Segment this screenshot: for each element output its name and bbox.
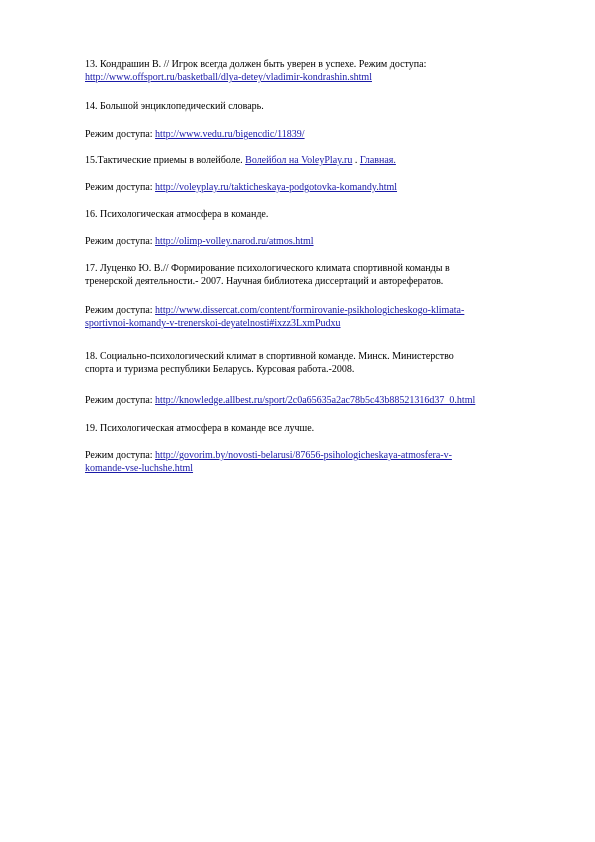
reference-19-access bbox=[85, 449, 555, 475]
access-label: Режим доступа: bbox=[85, 236, 156, 247]
reference-19-link-part-1[interactable]: http://govorim.by/novosti-belarusi/87656-psihologicheskaya-atmosfera-v- bbox=[155, 450, 452, 461]
reference-18-line-2: спорта и туризма республики Беларусь. Курсовая работа.-2008. bbox=[85, 364, 355, 375]
reference-14-access bbox=[85, 128, 555, 141]
reference-17-link-part-2[interactable]: sportivnoi-komandy-v-trenerskoi-deyatelnosti#ixzz3LxmPudxu bbox=[85, 318, 341, 329]
reference-19-title: 19. Психологическая атмосфера в команде все лучше. bbox=[85, 423, 315, 434]
reference-14-link[interactable]: http://www.vedu.ru/bigencdic/11839/ bbox=[155, 129, 305, 140]
reference-18-access bbox=[85, 394, 555, 407]
reference-15-title: 15.Тактические приемы в волейболе. bbox=[85, 155, 246, 166]
reference-18 bbox=[85, 350, 555, 376]
reference-16-link[interactable]: http://olimp-volley.narod.ru/atmos.html bbox=[155, 236, 314, 247]
reference-17-line-2: тренерской деятельности.- 2007. Научная библиотека диссертаций и авторефератов. bbox=[85, 276, 444, 287]
reference-13 bbox=[85, 58, 555, 84]
access-label: Режим доступа: bbox=[85, 129, 156, 140]
reference-15 bbox=[85, 154, 555, 167]
reference-17-line-1: 17. Луценко Ю. В.// Формирование психологического климата спортивной команды в bbox=[85, 263, 450, 274]
access-label: Режим доступа: bbox=[85, 305, 156, 316]
separator: . bbox=[352, 155, 360, 166]
reference-17-link-part-1[interactable]: http://www.dissercat.com/content/formirovanie-psikhologicheskogo-klimata- bbox=[155, 305, 465, 316]
reference-18-link[interactable]: http://knowledge.allbest.ru/sport/2c0a65635a2ac78b5c43b88521316d37_0.html bbox=[155, 395, 476, 406]
reference-14 bbox=[85, 100, 555, 113]
reference-15-access bbox=[85, 181, 555, 194]
reference-17 bbox=[85, 262, 555, 288]
reference-16-title: 16. Психологическая атмосфера в команде. bbox=[85, 209, 269, 220]
reference-13-title: 13. Кондрашин В. // Игрок всегда должен быть уверен в успехе. Режим доступа: bbox=[85, 59, 427, 70]
reference-14-title: 14. Большой энциклопедический словарь. bbox=[85, 101, 264, 112]
reference-16 bbox=[85, 208, 555, 221]
reference-19 bbox=[85, 422, 555, 435]
access-label: Режим доступа: bbox=[85, 450, 156, 461]
reference-18-line-1: 18. Социально-психологический климат в спортивной команде. Минск. Министерство bbox=[85, 351, 454, 362]
voleyplay-link[interactable]: Волейбол на VoleyPlay.ru bbox=[245, 155, 353, 166]
reference-13-link[interactable]: http://www.offsport.ru/basketball/dlya-detey/vladimir-kondrashin.shtml bbox=[85, 72, 372, 83]
access-label: Режим доступа: bbox=[85, 182, 156, 193]
reference-19-link-part-2[interactable]: komande-vse-luchshe.html bbox=[85, 463, 194, 474]
reference-15-link[interactable]: http://voleyplay.ru/takticheskaya-podgotovka-komandy.html bbox=[155, 182, 398, 193]
reference-17-access bbox=[85, 304, 555, 330]
reference-16-access bbox=[85, 235, 555, 248]
main-page-link[interactable]: Главная. bbox=[359, 155, 396, 166]
access-label: Режим доступа: bbox=[85, 395, 156, 406]
